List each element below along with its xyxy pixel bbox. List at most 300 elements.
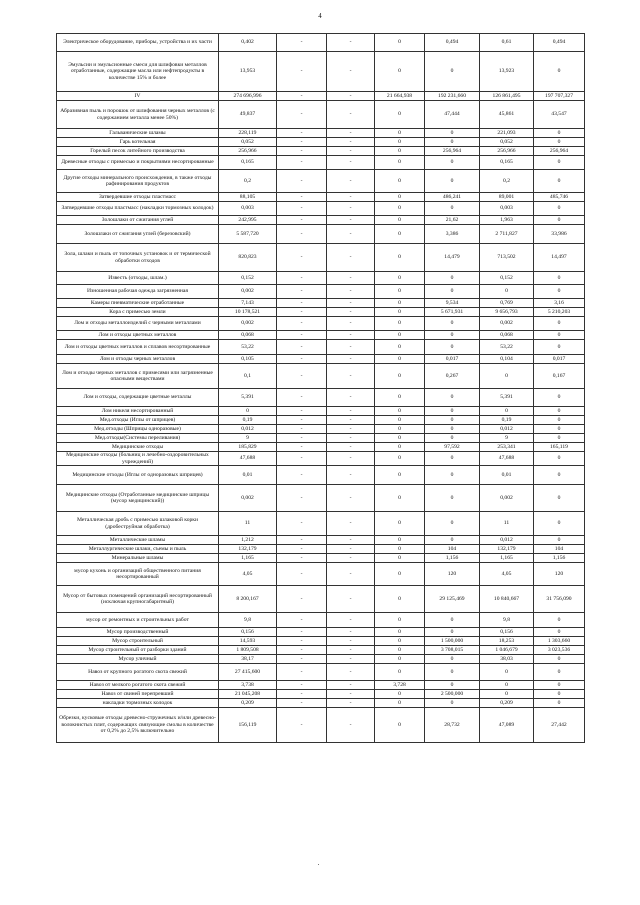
value-cell: -	[327, 708, 375, 743]
table-row	[57, 34, 585, 52]
value-cell: 3,16	[534, 299, 585, 308]
value-cell: 0	[425, 129, 480, 138]
value-cell: 0	[425, 434, 480, 443]
value-cell: -	[277, 563, 327, 586]
waste-name-cell: Кора с примесью земли	[57, 308, 219, 317]
value-cell: 0,017	[534, 355, 585, 364]
value-cell: 5 671,931	[425, 308, 480, 317]
value-cell: 0	[375, 225, 425, 244]
value-cell: -	[277, 554, 327, 563]
value-cell: 274 696,996	[219, 92, 277, 101]
value-cell: 0	[534, 272, 585, 285]
waste-name-cell: мусор кухонь и организаций общественного питания несортированный	[57, 563, 219, 586]
value-cell: 0	[534, 170, 585, 193]
table-row	[57, 563, 585, 586]
table-row	[57, 156, 585, 170]
waste-name-cell: Медицинские отходы (Иглы от одноразовых шприцев)	[57, 466, 219, 485]
value-cell: 45,861	[480, 101, 534, 129]
value-cell: 3,386	[425, 225, 480, 244]
waste-name-cell: Лом и отходы черных металлов с примесями или загрязненные опасными веществами	[57, 364, 219, 389]
value-cell: 88,105	[219, 193, 277, 202]
value-cell: 0,003	[219, 202, 277, 216]
waste-name-cell: Мед.отходы (Иглы от шприцев)	[57, 416, 219, 425]
value-cell: 0,012	[480, 425, 534, 434]
value-cell: -	[327, 216, 375, 225]
value-cell: -	[327, 434, 375, 443]
value-cell: 0	[375, 364, 425, 389]
waste-name-cell: Мусор производственный	[57, 628, 219, 637]
value-cell: 3,728	[375, 681, 425, 690]
value-cell: 0	[480, 285, 534, 299]
value-cell: 0	[425, 655, 480, 664]
value-cell: 0	[375, 708, 425, 743]
value-cell: -	[327, 613, 375, 628]
value-cell: 0,152	[480, 272, 534, 285]
value-cell: 0	[375, 536, 425, 545]
value-cell: 0	[534, 434, 585, 443]
waste-name-cell: Гальванические шламы	[57, 129, 219, 138]
value-cell: -	[327, 202, 375, 216]
value-cell: 47,688	[480, 452, 534, 466]
value-cell: -	[277, 646, 327, 655]
value-cell: 11	[219, 512, 277, 536]
value-cell: 1,165	[480, 554, 534, 563]
value-cell: 0	[219, 407, 277, 416]
value-cell: 0,156	[219, 628, 277, 637]
value-cell: 0	[375, 202, 425, 216]
table-row	[57, 628, 585, 637]
waste-name-cell: IV	[57, 92, 219, 101]
value-cell: 18,253	[480, 637, 534, 646]
waste-name-cell: Абразивная пыль и порошок от шлифования черных металлов (с содержанием металла менее 50%)	[57, 101, 219, 129]
table-row	[57, 536, 585, 545]
value-cell: 0,1	[219, 364, 277, 389]
value-cell: 0,769	[480, 299, 534, 308]
value-cell: 0,012	[480, 536, 534, 545]
value-cell: 10 840,667	[480, 586, 534, 613]
value-cell: -	[277, 299, 327, 308]
value-cell: 0	[375, 563, 425, 586]
table-row	[57, 272, 585, 285]
value-cell: -	[327, 308, 375, 317]
table-row	[57, 340, 585, 355]
value-cell: -	[277, 34, 327, 52]
value-cell: -	[327, 389, 375, 407]
value-cell: 0	[375, 664, 425, 681]
value-cell: -	[277, 364, 327, 389]
value-cell: 486,241	[425, 193, 480, 202]
value-cell: 0	[375, 646, 425, 655]
value-cell: 0,167	[534, 364, 585, 389]
value-cell: 0	[375, 193, 425, 202]
table-row	[57, 443, 585, 452]
value-cell: 1,156	[534, 554, 585, 563]
waste-name-cell: мусор от ремонтных и строительных работ	[57, 613, 219, 628]
waste-name-cell: Другие отходы минерального происхождения, в также отходы рафинирования продуктов	[57, 170, 219, 193]
table-row	[57, 485, 585, 512]
value-cell: -	[327, 285, 375, 299]
value-cell: -	[327, 416, 375, 425]
value-cell: 9	[480, 434, 534, 443]
value-cell: 0,052	[219, 138, 277, 147]
value-cell: -	[277, 664, 327, 681]
value-cell: 0	[425, 512, 480, 536]
value-cell: 21 664,938	[375, 92, 425, 101]
waste-name-cell: Мусор строительный	[57, 637, 219, 646]
value-cell: 0	[425, 628, 480, 637]
value-cell: -	[277, 272, 327, 285]
waste-name-cell: Лом и отходы цветных металлов и сплавов несортированные	[57, 340, 219, 355]
value-cell: 820,823	[219, 244, 277, 272]
value-cell: -	[327, 272, 375, 285]
value-cell: 0	[534, 664, 585, 681]
value-cell: 0,156	[480, 628, 534, 637]
value-cell: 132,179	[219, 545, 277, 554]
value-cell: 0,152	[219, 272, 277, 285]
value-cell: -	[327, 364, 375, 389]
table-row	[57, 637, 585, 646]
waste-name-cell: Навоз от свиней перепревший	[57, 690, 219, 699]
waste-name-cell: Обрезки, кусковые отходы древесно-стружечных и/или древесно-волокнистых плит, содержащих связующие смолы в количестве от 0,2% до 2,5% включительно	[57, 708, 219, 743]
table-row	[57, 355, 585, 364]
value-cell: 0	[425, 52, 480, 92]
value-cell: 0	[425, 170, 480, 193]
value-cell: 0	[425, 699, 480, 708]
waste-name-cell: Лом и отходы черных металлов	[57, 355, 219, 364]
value-cell: 47,444	[425, 101, 480, 129]
value-cell: 0	[375, 466, 425, 485]
waste-name-cell: Камеры пневматические отработанные	[57, 299, 219, 308]
value-cell: -	[327, 34, 375, 52]
value-cell: 0	[375, 285, 425, 299]
value-cell: 0	[534, 331, 585, 340]
waste-name-cell: Минеральные шламы	[57, 554, 219, 563]
waste-name-cell: Мусор уличный	[57, 655, 219, 664]
value-cell: 0	[425, 407, 480, 416]
value-cell: -	[277, 416, 327, 425]
value-cell: 0	[375, 244, 425, 272]
table-row	[57, 101, 585, 129]
value-cell: 0	[534, 129, 585, 138]
value-cell: 0,068	[219, 331, 277, 340]
value-cell: 2 500,000	[425, 690, 480, 699]
value-cell: -	[277, 681, 327, 690]
value-cell: 0	[375, 613, 425, 628]
value-cell: 0	[375, 416, 425, 425]
value-cell: 242,995	[219, 216, 277, 225]
value-cell: -	[327, 485, 375, 512]
waste-name-cell: Гарь котельная	[57, 138, 219, 147]
waste-name-cell: Мед.отходы (Шприцы одноразовые)	[57, 425, 219, 434]
table-row	[57, 170, 585, 193]
table-row	[57, 317, 585, 331]
value-cell: 0,012	[219, 425, 277, 434]
table-row	[57, 708, 585, 743]
value-cell: -	[327, 244, 375, 272]
value-cell: 0	[534, 407, 585, 416]
table-row	[57, 364, 585, 389]
value-cell: -	[277, 225, 327, 244]
value-cell: -	[277, 308, 327, 317]
value-cell: 0	[534, 536, 585, 545]
value-cell: 0	[480, 364, 534, 389]
table-row	[57, 331, 585, 340]
table-row	[57, 308, 585, 317]
value-cell: 126 861,495	[480, 92, 534, 101]
value-cell: 38,17	[219, 655, 277, 664]
value-cell: -	[277, 708, 327, 743]
value-cell: -	[327, 664, 375, 681]
value-cell: -	[327, 156, 375, 170]
waste-name-cell: накладки тормозных колодок	[57, 699, 219, 708]
value-cell: 0	[425, 389, 480, 407]
table-row	[57, 681, 585, 690]
value-cell: -	[327, 690, 375, 699]
value-cell: -	[277, 193, 327, 202]
value-cell: 0	[425, 331, 480, 340]
value-cell: 13,953	[219, 52, 277, 92]
value-cell: 0	[534, 202, 585, 216]
waste-name-cell: Зола, шлаки и пыль от топочных установок и от термической обработки отходов	[57, 244, 219, 272]
value-cell: 1,212	[219, 536, 277, 545]
value-cell: 0,19	[480, 416, 534, 425]
value-cell: 14,479	[425, 244, 480, 272]
value-cell: -	[327, 512, 375, 536]
value-cell: 0	[534, 389, 585, 407]
value-cell: 0	[375, 170, 425, 193]
value-cell: -	[327, 637, 375, 646]
value-cell: 0,01	[219, 466, 277, 485]
value-cell: 0	[425, 156, 480, 170]
value-cell: 0	[375, 628, 425, 637]
value-cell: 11	[480, 512, 534, 536]
waste-name-cell: Эмульсии и эмульсионные смеси для шлифовки металлов отработанные, содержащие масла или нефтепродукты в количестве 15% и более	[57, 52, 219, 92]
value-cell: -	[327, 407, 375, 416]
value-cell: 0	[534, 452, 585, 466]
value-cell: 0	[534, 416, 585, 425]
value-cell: 0,052	[480, 138, 534, 147]
value-cell: -	[277, 138, 327, 147]
value-cell: 0	[425, 285, 480, 299]
value-cell: 0,61	[480, 34, 534, 52]
value-cell: -	[327, 299, 375, 308]
value-cell: 1,165	[219, 554, 277, 563]
value-cell: 33,986	[534, 225, 585, 244]
value-cell: 0	[425, 485, 480, 512]
value-cell: 156,119	[219, 708, 277, 743]
value-cell: 3 023,536	[534, 646, 585, 655]
table-row	[57, 407, 585, 416]
value-cell: 27,442	[534, 708, 585, 743]
value-cell: 0	[375, 52, 425, 92]
table-row	[57, 452, 585, 466]
value-cell: -	[277, 170, 327, 193]
value-cell: -	[277, 466, 327, 485]
value-cell: -	[277, 129, 327, 138]
table-row	[57, 434, 585, 443]
value-cell: -	[327, 138, 375, 147]
value-cell: -	[327, 193, 375, 202]
value-cell: 0	[375, 34, 425, 52]
table-row	[57, 147, 585, 156]
value-cell: 0	[534, 512, 585, 536]
value-cell: 9,8	[480, 613, 534, 628]
value-cell: -	[327, 628, 375, 637]
value-cell: 5 587,720	[219, 225, 277, 244]
waste-name-cell: Электрическое оборудование, приборы, устройства и их части	[57, 34, 219, 52]
waste-name-cell: Изношенная рабочая одежда загрязненная	[57, 285, 219, 299]
value-cell: -	[277, 485, 327, 512]
value-cell: -	[277, 147, 327, 156]
waste-name-cell: Мусор от бытовых помещений организаций несортированный (исключая крупногабаритный)	[57, 586, 219, 613]
value-cell: 0	[534, 52, 585, 92]
value-cell: -	[277, 317, 327, 331]
value-cell: 0	[375, 554, 425, 563]
waste-name-cell: Затвердевшие отходы пластмасс (накладки тормозных колодок)	[57, 202, 219, 216]
table-row	[57, 193, 585, 202]
value-cell: 38,03	[480, 655, 534, 664]
value-cell: 0,209	[219, 699, 277, 708]
value-cell: 0	[375, 485, 425, 512]
value-cell: 0,494	[534, 34, 585, 52]
waste-name-cell: Древесные отходы с примесью и покрытиями несортированные	[57, 156, 219, 170]
value-cell: 0,01	[480, 466, 534, 485]
value-cell: 0	[375, 272, 425, 285]
value-cell: 228,119	[219, 129, 277, 138]
value-cell: -	[277, 244, 327, 272]
value-cell: -	[277, 586, 327, 613]
waste-name-cell: Медицинские отходы	[57, 443, 219, 452]
value-cell: -	[327, 681, 375, 690]
value-cell: -	[327, 170, 375, 193]
value-cell: 0	[375, 389, 425, 407]
table-row	[57, 690, 585, 699]
waste-name-cell: Навоз от мелкого рогатого скота свежий	[57, 681, 219, 690]
value-cell: 0	[425, 138, 480, 147]
table-row	[57, 613, 585, 628]
value-cell: 3 708,015	[425, 646, 480, 655]
value-cell: 53,22	[480, 340, 534, 355]
value-cell: 0	[375, 407, 425, 416]
value-cell: 9	[219, 434, 277, 443]
value-cell: 120	[425, 563, 480, 586]
value-cell: -	[277, 101, 327, 129]
value-cell: 104	[534, 545, 585, 554]
value-cell: 0	[425, 425, 480, 434]
value-cell: -	[277, 690, 327, 699]
waste-name-cell: Известь (отходы, шлам.)	[57, 272, 219, 285]
value-cell: -	[327, 452, 375, 466]
value-cell: -	[277, 628, 327, 637]
value-cell: 0	[534, 156, 585, 170]
table-row	[57, 699, 585, 708]
value-cell: 21 045,208	[219, 690, 277, 699]
table-row	[57, 466, 585, 485]
value-cell: -	[277, 637, 327, 646]
value-cell: 1 303,660	[534, 637, 585, 646]
table-row	[57, 92, 585, 101]
value-cell: -	[277, 452, 327, 466]
value-cell: 0	[375, 586, 425, 613]
value-cell: 29 125,469	[425, 586, 480, 613]
value-cell: 0	[534, 485, 585, 512]
value-cell: 27 415,600	[219, 664, 277, 681]
value-cell: -	[277, 52, 327, 92]
value-cell: 0,003	[480, 202, 534, 216]
value-cell: 0,165	[480, 156, 534, 170]
table-row	[57, 299, 585, 308]
value-cell: 0	[375, 331, 425, 340]
table-row	[57, 285, 585, 299]
value-cell: -	[327, 425, 375, 434]
value-cell: 31 756,090	[534, 586, 585, 613]
value-cell: 0	[375, 637, 425, 646]
value-cell: 0	[375, 317, 425, 331]
value-cell: -	[277, 536, 327, 545]
value-cell: 0,002	[480, 485, 534, 512]
value-cell: 0	[375, 452, 425, 466]
value-cell: 0,068	[480, 331, 534, 340]
table-row	[57, 416, 585, 425]
value-cell: 9,8	[219, 613, 277, 628]
value-cell: 104	[425, 545, 480, 554]
page-number: 4	[318, 12, 322, 20]
value-cell: 14,593	[219, 637, 277, 646]
value-cell: 0	[375, 355, 425, 364]
value-cell: -	[327, 655, 375, 664]
value-cell: 0	[534, 681, 585, 690]
value-cell: 0	[375, 443, 425, 452]
value-cell: -	[327, 699, 375, 708]
scan-speck	[318, 864, 319, 865]
value-cell: 0,402	[219, 34, 277, 52]
value-cell: 0	[480, 681, 534, 690]
value-cell: 256,966	[480, 147, 534, 156]
value-cell: 0	[425, 613, 480, 628]
value-cell: -	[327, 443, 375, 452]
value-cell: 0	[534, 425, 585, 434]
value-cell: -	[277, 407, 327, 416]
value-cell: 0	[375, 434, 425, 443]
waste-name-cell: Лом и отходы, содержащие цветные металлы	[57, 389, 219, 407]
value-cell: 0	[375, 340, 425, 355]
value-cell: -	[327, 466, 375, 485]
value-cell: -	[327, 646, 375, 655]
value-cell: 5,391	[480, 389, 534, 407]
value-cell: -	[277, 216, 327, 225]
value-cell: 0	[534, 340, 585, 355]
table-row	[57, 129, 585, 138]
value-cell: -	[277, 389, 327, 407]
value-cell: 0,19	[219, 416, 277, 425]
value-cell: 14,497	[534, 244, 585, 272]
value-cell: 1 809,508	[219, 646, 277, 655]
value-cell: 253,341	[480, 443, 534, 452]
value-cell: 0	[375, 216, 425, 225]
value-cell: -	[277, 156, 327, 170]
waste-name-cell: Лом и отходы металлоизделий с черными металлами	[57, 317, 219, 331]
value-cell: -	[327, 554, 375, 563]
value-cell: 0	[375, 690, 425, 699]
value-cell: 9,534	[425, 299, 480, 308]
value-cell: 1,156	[425, 554, 480, 563]
value-cell: 197 707,327	[534, 92, 585, 101]
value-cell: 1 500,000	[425, 637, 480, 646]
value-cell: 0,209	[480, 699, 534, 708]
table-row	[57, 512, 585, 536]
value-cell: 0	[425, 536, 480, 545]
value-cell: 0	[534, 655, 585, 664]
